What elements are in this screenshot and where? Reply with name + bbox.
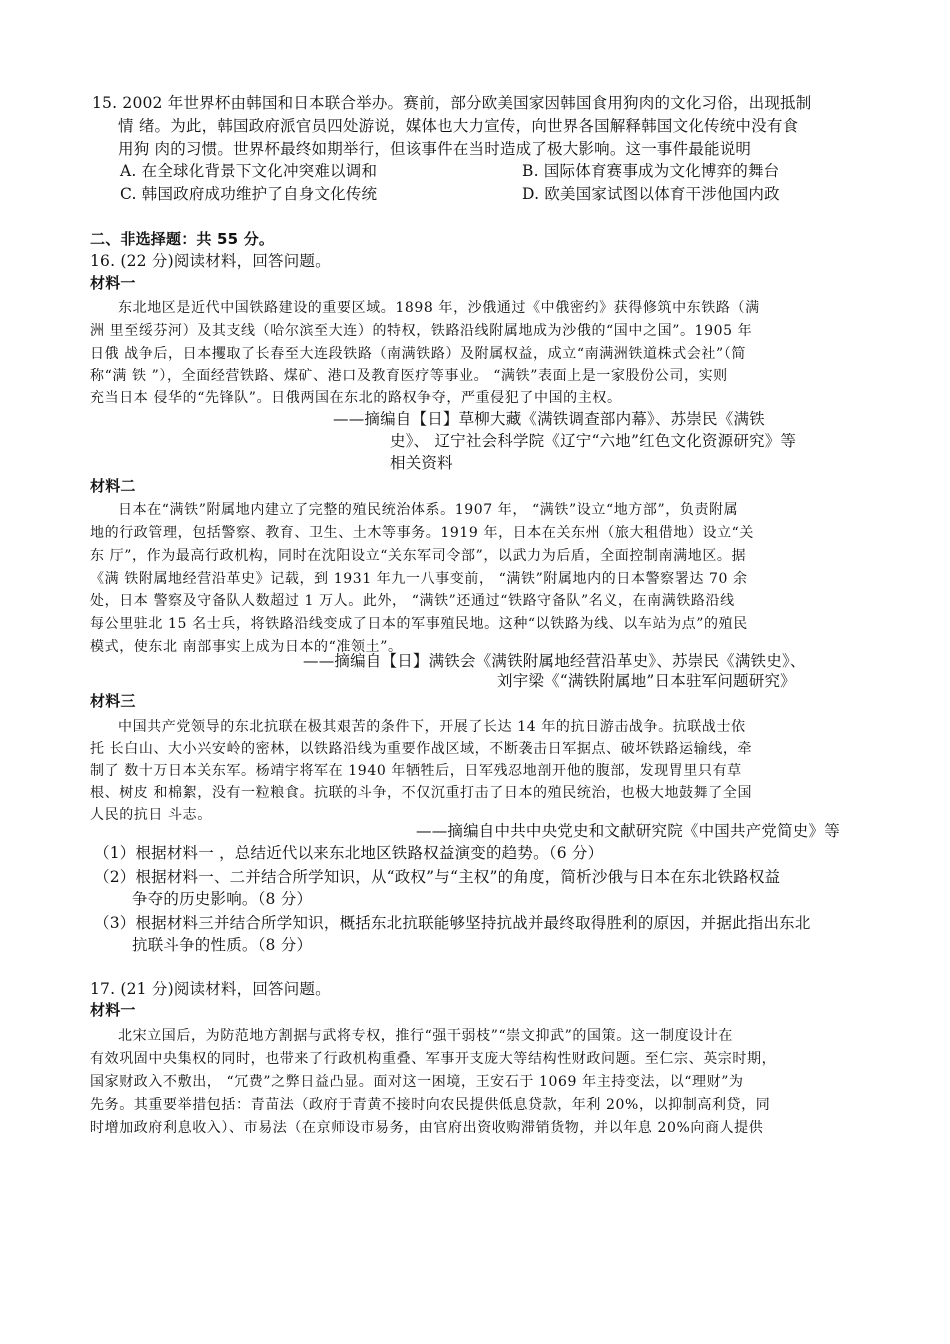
q16-m3-line-5: 人民的抗日 斗志。 <box>90 807 212 823</box>
q15-option-c[interactable]: C. 韩国政府成功维护了自身文化传统 <box>120 185 378 203</box>
q16-m1-source-2: 史》、 辽宁社会科学院《辽宁“六地”红色文化资源研究》等 <box>390 432 797 450</box>
q16-question-3: （3）根据材料三并结合所学知识，概括东北抗联能够坚持抗战并最终取得胜利的原因，并据此指出东北 <box>94 914 811 932</box>
q16-material-3-title: 材料三 <box>90 692 136 710</box>
q16-m1-line-5: 充当日本 侵华的“先锋队”。日俄两国在东北的路权争夺，严重侵犯了中国的主权。 <box>90 390 622 406</box>
q15-option-b[interactable]: B. 国际体育赛事成为文化博弈的舞台 <box>522 162 780 180</box>
q16-heading: 16. (22 分)阅读材料，回答问题。 <box>90 252 331 270</box>
q15-stem-line-2: 情 绪。为此，韩国政府派官员四处游说，媒体也大力宣传，向世界各国解释韩国文化传统中没有食 <box>118 117 799 135</box>
q17-material-1-title: 材料一 <box>90 1001 136 1019</box>
q17-m1-line-2: 有效巩固中央集权的同时，也带来了行政机构重叠、军事开支庞大等结构性财政问题。至仁宗、英宗时期， <box>90 1051 777 1067</box>
q15-stem-line-1: 15. 2002 年世界杯由韩国和日本联合举办。赛前，部分欧美国家因韩国食用狗肉的文化习俗，出现抵制 <box>92 94 812 112</box>
q15-stem-line-3: 用狗 肉的习惯。世界杯最终如期举行，但该事件在当时造成了极大影响。这一事件最能说明 <box>118 140 752 158</box>
q16-question-1: （1）根据材料一 ，总结近代以来东北地区铁路权益演变的趋势。（6 分） <box>94 844 604 862</box>
q16-m2-line-6: 每公里驻北 15 名士兵，将铁路沿线变成了日本的军事殖民地。这种“以铁路为线、以车站为点”的殖民 <box>90 616 748 632</box>
q16-question-2: （2）根据材料一、二并结合所学知识，从“政权”与“主权”的角度，简析沙俄与日本在东北铁路权益 <box>94 868 781 886</box>
q16-m1-line-3: 日俄 战争后，日本攫取了长春至大连段铁路（南满铁路）及附属权益，成立“南满洲铁道株式会社”（简 <box>90 346 746 362</box>
q16-question-3-cont: 抗联斗争的性质。（8 分） <box>132 936 313 954</box>
q17-heading: 17. (21 分)阅读材料，回答问题。 <box>90 980 331 998</box>
q17-m1-line-4: 先务。其重要举措包括：青苗法（政府于青黄不接时向农民提供低息贷款，年利 20%，以抑制高利贷，同 <box>90 1097 771 1113</box>
q16-m3-source: ——摘编自中共中央党史和文献研究院《中国共产党简史》等 <box>416 822 840 840</box>
q16-m2-line-3: 东 厅”，作为最高行政机构，同时在沈阳设立“关东军司令部”，以武力为后盾，全面控制南满地区。据 <box>90 548 747 564</box>
q16-m1-line-4: 称“满 铁 ”），全面经营铁路、煤矿、港口及教育医疗等事业。 “满铁”表面上是一家股份公司，实则 <box>90 368 728 384</box>
q16-m3-line-2: 托 长白山、大小兴安岭的密林，以铁路沿线为重要作战区域，不断袭击日军据点、破坏铁路运输线，牵 <box>90 741 753 757</box>
q16-m2-line-1: 日本在“满铁”附属地内建立了完整的殖民统治体系。1907 年， “满铁”设立“地方部”，负责附属 <box>118 502 739 518</box>
q16-m3-line-4: 根、树皮 和棉絮，没有一粒粮食。抗联的斗争，不仅沉重打击了日本的殖民统治，也极大地鼓舞了全国 <box>90 785 753 801</box>
q16-material-1-title: 材料一 <box>90 274 136 292</box>
q16-question-2-cont: 争夺的历史影响。（8 分） <box>132 890 313 908</box>
q16-m1-line-2: 洲 里至绥芬河）及其支线（哈尔滨至大连）的特权，铁路沿线附属地成为沙俄的“国中之国”。1905 年 <box>90 323 753 339</box>
q16-m2-line-7: 模式，使东北 南部事实上成为日本的“准领土”。 <box>90 639 403 655</box>
q16-m3-line-1: 中国共产党领导的东北抗联在极其艰苦的条件下，开展了长达 14 年的抗日游击战争。抗联战士依 <box>118 719 746 735</box>
q16-m1-source-3: 相关资料 <box>390 454 453 472</box>
q15-option-a[interactable]: A. 在全球化背景下文化冲突难以调和 <box>120 162 378 180</box>
q16-m2-source-1: ——摘编自【日】满铁会《满铁附属地经营沿革史》、苏崇民《满铁史》、 <box>303 652 806 670</box>
q16-m1-source-1: ——摘编自【日】草柳大藏《满铁调查部内幕》、苏崇民《满铁 <box>333 410 765 428</box>
q17-m1-line-1: 北宋立国后，为防范地方割据与武将专权，推行“强干弱枝”“崇文抑武”的国策。这一制度设计在 <box>118 1028 734 1044</box>
q17-m1-line-3: 国家财政入不敷出， “冗费”之弊日益凸显。面对这一困境，王安石于 1069 年主持变法，以“理财”为 <box>90 1074 744 1090</box>
q16-m3-line-3: 制了 数十万日本关东军。杨靖宇将军在 1940 年牺牲后，日军残忍地剖开他的腹部，发现胃里只有草 <box>90 763 742 779</box>
q16-m2-line-4: 《满 铁附属地经营沿革史》记载，到 1931 年九一八事变前， “满铁”附属地内的日本警察署达 70 余 <box>90 571 748 587</box>
q16-m2-line-2: 地的行政管理，包括警察、教育、卫生、土木等事务。1919 年，日本在关东州（旅大租借地）设立“关 <box>90 525 755 541</box>
section-title: 二、非选择题：共 55 分。 <box>90 230 275 248</box>
q17-m1-line-5: 时增加政府利息收入）、市易法（在京师设市易务，由官府出资收购滞销货物，并以年息 20%向商人提供 <box>90 1120 764 1136</box>
q16-material-2-title: 材料二 <box>90 477 136 495</box>
q16-m2-source-2: 刘宇梁《“满铁附属地”日本驻军问题研究》 <box>497 672 796 690</box>
q15-option-d[interactable]: D. 欧美国家试图以体育干涉他国内政 <box>522 185 780 203</box>
q16-m1-line-1: 东北地区是近代中国铁路建设的重要区域。1898 年，沙俄通过《中俄密约》获得修筑中东铁路（满 <box>118 300 760 316</box>
q16-m2-line-5: 处，日本 警察及守备队人数超过 1 万人。此外， “满铁”还通过“铁路守备队”名义，在南满铁路沿线 <box>90 593 735 609</box>
